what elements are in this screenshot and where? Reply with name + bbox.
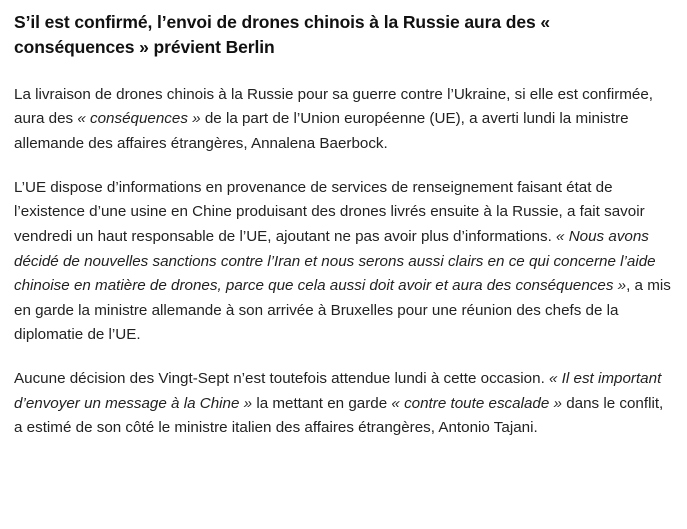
- body-text: L’UE dispose d’informations en provenance de services de renseignement faisant état de l’existence d’une usine en Chine produisant des drones livrés ensuite à la Russie, a fait savoir vendredi un haut responsable de l’UE, ajoutant ne pas avoir plus d’informations.: [14, 178, 645, 245]
- body-text: de la part de l’Union européenne (UE), a averti lundi la ministre allemande des affaires étrangères, Annalena Baerbock.: [14, 110, 629, 152]
- quoted-text: « contre toute escalade »: [391, 394, 562, 412]
- body-text: Aucune décision des Vingt-Sept n’est toutefois attendue lundi à cette occasion.: [14, 370, 550, 387]
- body-text: La livraison de drones chinois à la Russie pour sa guerre contre l’Ukraine, si elle est confirmée, aura des: [14, 85, 654, 128]
- quoted-text: « Il est important d’envoyer un message à la Chine »: [14, 370, 662, 412]
- quoted-text: « Nous avons décidé de nouvelles sanctions contre l’Iran et nous serons aussi clairs en ce qui concerne l’aide chinoise en matière de drones, parce que cela aussi doit avoir et aura des conséquences »: [14, 227, 656, 295]
- article-body: [14, 83, 673, 441]
- paragraph-1: [14, 83, 673, 157]
- paragraph-3: [14, 367, 673, 441]
- page-title: S’il est confirmé, l’envoi de drones chinois à la Russie aura des « conséquences » prévient Berlin: [14, 12, 550, 58]
- body-text: dans le conflit, a estimé de son côté le ministre italien des affaires étrangères, Antonio Tajani.: [14, 394, 664, 437]
- quoted-text: « conséquences »: [77, 110, 201, 128]
- paragraph-2: [14, 176, 673, 348]
- body-text: , a mis en garde la ministre allemande à son arrivée à Bruxelles pour une réunion des chefs de la diplomatie de l’UE.: [14, 277, 671, 344]
- body-text: la mettant en garde: [252, 394, 392, 412]
